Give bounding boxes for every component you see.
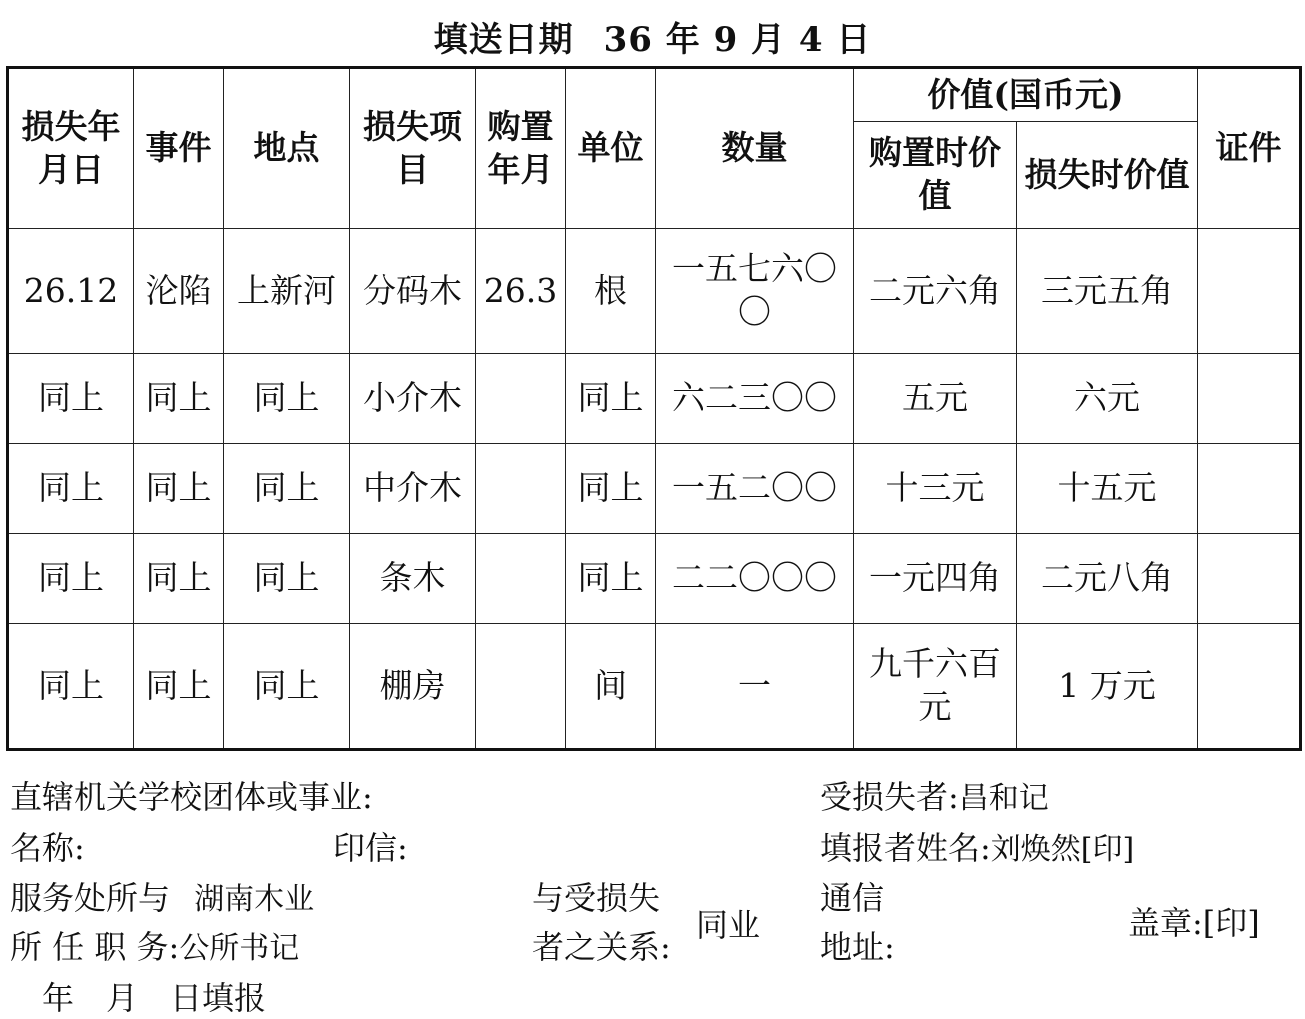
service-label-text: 服务处所与 — [10, 879, 171, 917]
cell-cert — [1198, 229, 1301, 354]
cell-value-loss: 六元 — [1017, 354, 1198, 444]
cell-date: 同上 — [8, 444, 134, 534]
cell-location: 同上 — [224, 354, 350, 444]
relation-value: 同业 — [696, 906, 761, 944]
cell-value-loss: 三元五角 — [1017, 229, 1198, 354]
header-row — [8, 68, 1301, 122]
cell-cert — [1198, 444, 1301, 534]
cell-event: 同上 — [134, 354, 224, 444]
cell-item: 中介木 — [350, 444, 476, 534]
cell-value-buy: 十三元 — [854, 444, 1017, 534]
reporter-value: 刘焕然[印] — [990, 832, 1135, 867]
header-item: 损失项目 — [350, 68, 476, 229]
header-purchase-date: 购置年月 — [476, 68, 566, 229]
cell-value-loss: 二元八角 — [1017, 534, 1198, 624]
header-value-purchase: 购置时价值 — [854, 122, 1017, 229]
relation-label-2: 者之关系: — [532, 928, 671, 966]
table-row — [8, 444, 1301, 534]
header-unit: 单位 — [566, 68, 656, 229]
service-value: 湖南木业 — [194, 882, 315, 917]
cell-item: 分码木 — [350, 229, 476, 354]
loss-table — [6, 66, 1302, 751]
cell-item: 棚房 — [350, 624, 476, 750]
table-row — [8, 534, 1301, 624]
cell-event: 同上 — [134, 444, 224, 534]
cell-qty: 一 — [656, 624, 854, 750]
cell-purchase — [476, 444, 566, 534]
reporter-line — [820, 823, 1134, 869]
cell-value-buy: 一元四角 — [854, 534, 1017, 624]
header-quantity: 数量 — [656, 68, 854, 229]
cell-qty: 一五二〇〇 — [656, 444, 854, 534]
fill-date-label: 填送日期 — [433, 20, 574, 60]
address-label-2: 地址: — [820, 928, 895, 966]
cell-value-loss: 1 万元 — [1017, 624, 1198, 750]
fill-date-line: 年 月 日填报 — [42, 979, 267, 1017]
cell-qty: 二二〇〇〇 — [656, 534, 854, 624]
cell-cert — [1198, 354, 1301, 444]
cell-cert — [1198, 534, 1301, 624]
relation-label-1: 与受损失 — [532, 879, 661, 917]
cell-unit: 同上 — [566, 534, 656, 624]
header-certificate: 证件 — [1198, 68, 1301, 229]
victim-line — [820, 772, 1049, 818]
seal-label: 印信: — [333, 829, 408, 867]
stamp-label: 盖章:[印] — [1128, 904, 1260, 942]
cell-date: 同上 — [8, 354, 134, 444]
cell-location: 同上 — [224, 534, 350, 624]
cell-purchase — [476, 624, 566, 750]
victim-value: 昌和记 — [958, 781, 1049, 816]
cell-location: 同上 — [224, 624, 350, 750]
cell-item: 小介木 — [350, 354, 476, 444]
name-label: 名称: — [10, 829, 85, 867]
cell-location: 同上 — [224, 444, 350, 534]
position-label-text: 所 任 职 务: — [10, 928, 180, 966]
table-row — [8, 354, 1301, 444]
cell-purchase: 26.3 — [476, 229, 566, 354]
cell-purchase — [476, 354, 566, 444]
header-date-lost: 损失年月日 — [8, 68, 134, 229]
cell-date: 同上 — [8, 534, 134, 624]
cell-value-buy: 五元 — [854, 354, 1017, 444]
form-title — [0, 12, 1305, 61]
cell-date: 26.12 — [8, 229, 134, 354]
cell-event: 同上 — [134, 534, 224, 624]
cell-unit: 根 — [566, 229, 656, 354]
org-label: 直辖机关学校团体或事业: — [10, 778, 373, 816]
victim-label: 受损失者: — [820, 778, 959, 816]
cell-purchase — [476, 534, 566, 624]
header-value-loss: 损失时价值 — [1017, 122, 1198, 229]
cell-location: 上新河 — [224, 229, 350, 354]
cell-unit: 同上 — [566, 444, 656, 534]
cell-value-buy: 二元六角 — [854, 229, 1017, 354]
cell-event: 同上 — [134, 624, 224, 750]
cell-cert — [1198, 624, 1301, 750]
reporter-label: 填报者姓名: — [820, 829, 991, 867]
address-label-1: 通信 — [820, 879, 885, 917]
service-label — [10, 873, 314, 919]
header-value-group: 价值(国币元) — [854, 68, 1198, 122]
cell-value-buy: 九千六百元 — [854, 624, 1017, 750]
position-label — [10, 922, 299, 968]
table-row — [8, 229, 1301, 354]
cell-item: 条木 — [350, 534, 476, 624]
table-row — [8, 624, 1301, 750]
header-event: 事件 — [134, 68, 224, 229]
cell-qty: 六二三〇〇 — [656, 354, 854, 444]
cell-value-loss: 十五元 — [1017, 444, 1198, 534]
position-value: 公所书记 — [179, 931, 300, 966]
cell-event: 沦陷 — [134, 229, 224, 354]
fill-date-value: 36 年 9 月 4 日 — [603, 20, 872, 60]
cell-qty: 一五七六〇〇 — [656, 229, 854, 354]
cell-unit: 同上 — [566, 354, 656, 444]
cell-unit: 间 — [566, 624, 656, 750]
cell-date: 同上 — [8, 624, 134, 750]
header-location: 地点 — [224, 68, 350, 229]
